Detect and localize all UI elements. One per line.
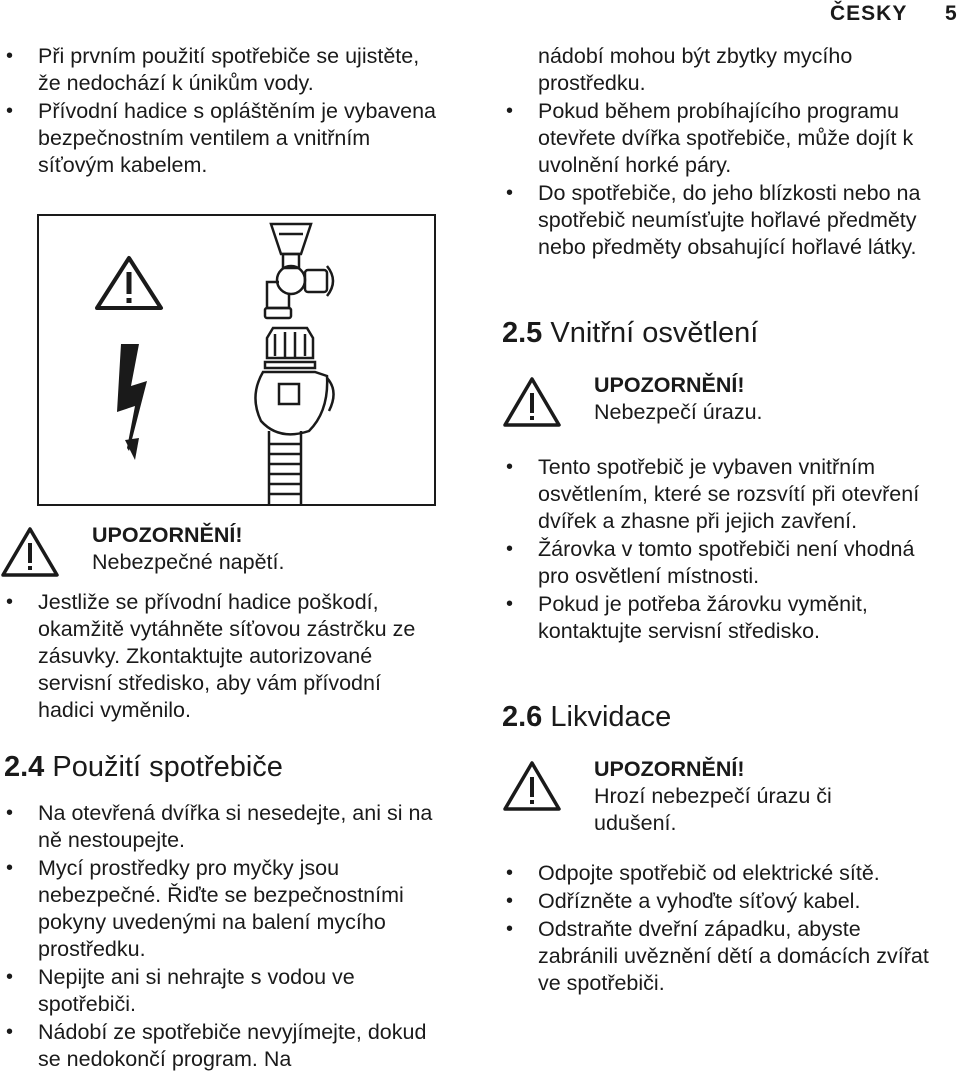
warning-triangle-icon — [502, 376, 562, 428]
safety-list — [500, 98, 940, 262]
warning-triangle-icon — [0, 526, 60, 578]
list-item: • Odřízněte a vyhoďte síťový kabel. — [500, 888, 940, 915]
voltage-warning — [0, 522, 532, 576]
lighting-list — [500, 454, 940, 646]
list-item: • Nepijte ani si nehrajte s vodou ve spotřebiči. — [0, 964, 440, 1018]
list-item: • Přívodní hadice s opláštěním je vybavena bezpečnostním ventilem a vnitřním síťovým kabelem. — [0, 98, 440, 179]
warning-text: Nebezpečí úrazu. — [594, 400, 763, 424]
section-title: Likvidace — [550, 701, 672, 733]
continued-text: nádobí mohou být zbytky mycího prostředku. — [538, 44, 853, 95]
disposal-list — [500, 860, 940, 998]
list-item: • Do spotřebiče, do jeho blízkosti nebo na spotřebič neumísťujte hořlavé předměty nebo předměty obsahující hořlavé látky. — [500, 180, 940, 261]
warning-text: Hrozí nebezpečí úrazu či udušení. — [594, 784, 832, 835]
high-voltage-icon — [117, 344, 147, 460]
list-item: • Jestliže se přívodní hadice poškodí, okamžitě vytáhněte síťovou zástrčku ze zásuvky. Zkontaktujte autorizované servisní středisko, aby vám přívodní hadici vyměnilo. — [0, 589, 440, 724]
list-item: • Odpojte spotřebič od elektrické sítě. — [500, 860, 940, 887]
intro-list — [0, 43, 440, 180]
list-item: • Pokud je potřeba žárovku vyměnit, kontaktujte servisní středisko. — [500, 591, 940, 645]
appliance-use-list — [0, 800, 440, 1074]
disposal-warning — [502, 756, 960, 837]
voltage-warning-list — [0, 589, 440, 725]
list-item: • Pokud během probíhajícího programu otevřete dvířka spotřebiče, může dojít k uvolnění horké páry. — [500, 98, 940, 179]
warning-triangle-icon — [502, 760, 562, 812]
section-number: 2.4 — [4, 751, 45, 783]
warning-title: UPOZORNĚNÍ! — [594, 373, 745, 397]
list-item: • Odstraňte dveřní západku, abyste zabránili uvěznění dětí a domácích zvířat ve spotřebiči. — [500, 916, 940, 997]
list-item: • Nádobí ze spotřebiče nevyjímejte, dokud se nedokončí program. Na — [0, 1019, 440, 1073]
section-title: Vnitřní osvětlení — [550, 317, 759, 349]
page-number: 5 — [945, 2, 957, 25]
warning-title: UPOZORNĚNÍ! — [594, 757, 745, 781]
list-item: • Tento spotřebič je vybaven vnitřním osvětlením, které se rozsvítí při otevření dvířek a zhasne při jejich zavření. — [500, 454, 940, 535]
section-heading-2-6 — [502, 700, 671, 734]
warning-text: Nebezpečné napětí. — [92, 550, 285, 574]
lighting-warning — [502, 372, 960, 426]
section-title: Použití spotřebiče — [52, 751, 283, 783]
list-item: • Žárovka v tomto spotřebiči není vhodná pro osvětlení místnosti. — [500, 536, 940, 590]
warning-title: UPOZORNĚNÍ! — [92, 523, 243, 547]
section-heading-2-5 — [502, 316, 758, 350]
figure-illustration — [39, 216, 434, 504]
warning-triangle-icon — [97, 258, 161, 308]
header-language: ČESKY — [830, 2, 908, 25]
section-number: 2.6 — [502, 701, 543, 733]
inlet-hose-icon — [255, 328, 333, 504]
section-heading-2-4 — [4, 750, 283, 784]
water-tap-icon — [265, 224, 333, 318]
list-item: • Na otevřená dvířka si nesedejte, ani si na ně nestoupejte. — [0, 800, 440, 854]
list-item: • Mycí prostředky pro myčky jsou nebezpečné. Řiďte se bezpečnostními pokyny uvedenými na balení mycího prostředku. — [0, 855, 440, 963]
inlet-hose-figure — [37, 214, 436, 506]
section-number: 2.5 — [502, 317, 543, 349]
list-item: • Při prvním použití spotřebiče se ujistěte, že nedochází k únikům vody. — [0, 43, 440, 97]
